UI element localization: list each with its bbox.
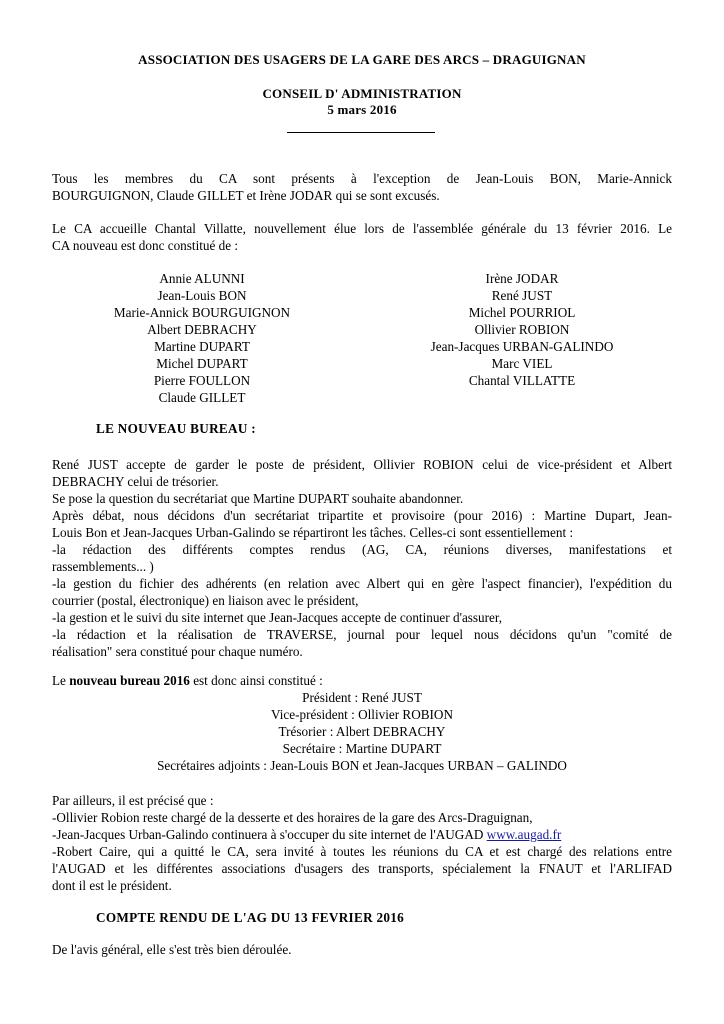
presence-line-1: Tous les membres du CA sont présents à l'exception de Jean-Louis BON, Marie-Annick (52, 171, 672, 186)
role-vice-president: Vice-président : Ollivier ROBION (271, 707, 453, 722)
member-name: Jean-Louis BON (157, 288, 247, 303)
bureau-line: -la rédaction et la réalisation de TRAVERSE, journal pour lequel nous décidons qu'un "comité de (52, 627, 672, 642)
member-name: Martine DUPART (154, 339, 250, 354)
bureau-line: Se pose la question du secrétariat que Martine DUPART souhaite abandonner. (52, 491, 464, 506)
member-name: Annie ALUNNI (159, 271, 245, 286)
meeting-title: CONSEIL D' ADMINISTRATION (262, 86, 462, 101)
bureau-line: Après débat, nous décidons d'un secrétariat tripartite et provisoire (pour 2016) : Martine Dupart, Jean- (52, 508, 672, 523)
bureau-line: -la gestion et le suivi du site internet que Jean-Jacques accepte de continuer d'assurer, (52, 610, 503, 625)
presence-line-2: BOURGUIGNON, Claude GILLET et Irène JODAR qui se sont excusés. (52, 188, 440, 203)
member-name: Chantal VILLATTE (468, 373, 576, 388)
bureau-line: réalisation" sera constitué pour chaque numéro. (52, 644, 303, 659)
bureau-paragraph (52, 456, 672, 660)
bureau-line: rassemblements... ) (52, 559, 154, 574)
welcome-line-2: CA nouveau est donc constitué de : (52, 238, 239, 253)
welcome-paragraph (52, 220, 672, 254)
role-secretary: Secrétaire : Martine DUPART (282, 741, 442, 756)
member-name: Claude GILLET (158, 390, 246, 405)
presence-paragraph (52, 170, 672, 204)
bureau-line: DEBRACHY celui de trésorier. (52, 474, 219, 489)
member-name: Michel DUPART (156, 356, 248, 371)
header-divider (287, 132, 435, 133)
role-assistant-secretaries: Secrétaires adjoints : Jean-Louis BON et Jean-Jacques URBAN – GALINDO (157, 758, 567, 773)
member-name: Michel POURRIOL (468, 305, 576, 320)
bureau-section-title: LE NOUVEAU BUREAU : (96, 421, 256, 436)
robion-note: -Ollivier Robion reste chargé de la desserte et des horaires de la gare des Arcs-Draguignan, (52, 810, 533, 825)
role-president: Président : René JUST (302, 690, 422, 705)
composition-prefix: Le (52, 673, 70, 688)
other-notes (52, 792, 672, 894)
ag-section-title: COMPTE RENDU DE L'AG DU 13 FEVRIER 2016 (96, 910, 405, 925)
bureau-line: -la rédaction des différents comptes rendus (AG, CA, réunions diverses, manifestations et (52, 542, 672, 557)
member-name: Marc VIEL (491, 356, 553, 371)
bureau-line: courrier (postal, électronique) en liaison avec le président, (52, 593, 359, 608)
association-title: ASSOCIATION DES USAGERS DE LA GARE DES ARCS – DRAGUIGNAN (138, 52, 586, 67)
caire-note-line: dont il est le président. (52, 878, 172, 893)
composition-sentence (52, 673, 323, 689)
bureau-line: René JUST accepte de garder le poste de président, Ollivier ROBION celui de vice-président et Albert (52, 457, 672, 472)
member-name: Irène JODAR (485, 271, 559, 286)
bureau-line: Louis Bon et Jean-Jacques Urban-Galindo se répartiront les tâches. Celles-ci sont essentiellement : (52, 525, 574, 540)
member-name: René JUST (491, 288, 553, 303)
other-intro: Par ailleurs, il est précisé que : (52, 793, 214, 808)
urban-note-text: -Jean-Jacques Urban-Galindo continuera à s'occuper du site internet de l'AUGAD (52, 827, 487, 842)
augad-website-link[interactable]: www.augad.fr (486, 827, 562, 842)
composition-bold: nouveau bureau 2016 (69, 673, 190, 688)
ag-summary: De l'avis général, elle s'est très bien déroulée. (52, 942, 292, 957)
meeting-date: 5 mars 2016 (327, 102, 397, 117)
composition-suffix: est donc ainsi constitué : (189, 673, 323, 688)
members-left-column (92, 270, 312, 406)
role-treasurer: Trésorier : Albert DEBRACHY (278, 724, 446, 739)
caire-note-line: -Robert Caire, qui a quitté le CA, sera invité à toutes les réunions du CA et est chargé des relations entre (52, 844, 672, 859)
member-name: Marie-Annick BOURGUIGNON (113, 305, 291, 320)
member-name: Jean-Jacques URBAN-GALINDO (430, 339, 614, 354)
member-name: Ollivier ROBION (474, 322, 570, 337)
bureau-roles (0, 689, 724, 774)
member-name: Pierre FOULLON (153, 373, 251, 388)
bureau-line: -la gestion du fichier des adhérents (en relation avec Albert qui en gère l'aspect financier), l'expédition du (52, 576, 672, 591)
member-name: Albert DEBRACHY (147, 322, 257, 337)
caire-note-line: l'AUGAD et les différentes associations d'usagers des transports, spécialement la FNAUT et l'ARLIFAD (52, 861, 672, 876)
urban-note (52, 826, 672, 843)
welcome-line-1: Le CA accueille Chantal Villatte, nouvellement élue lors de l'assemblée générale du 13 février 2016. Le (52, 221, 672, 236)
members-right-column (412, 270, 632, 389)
